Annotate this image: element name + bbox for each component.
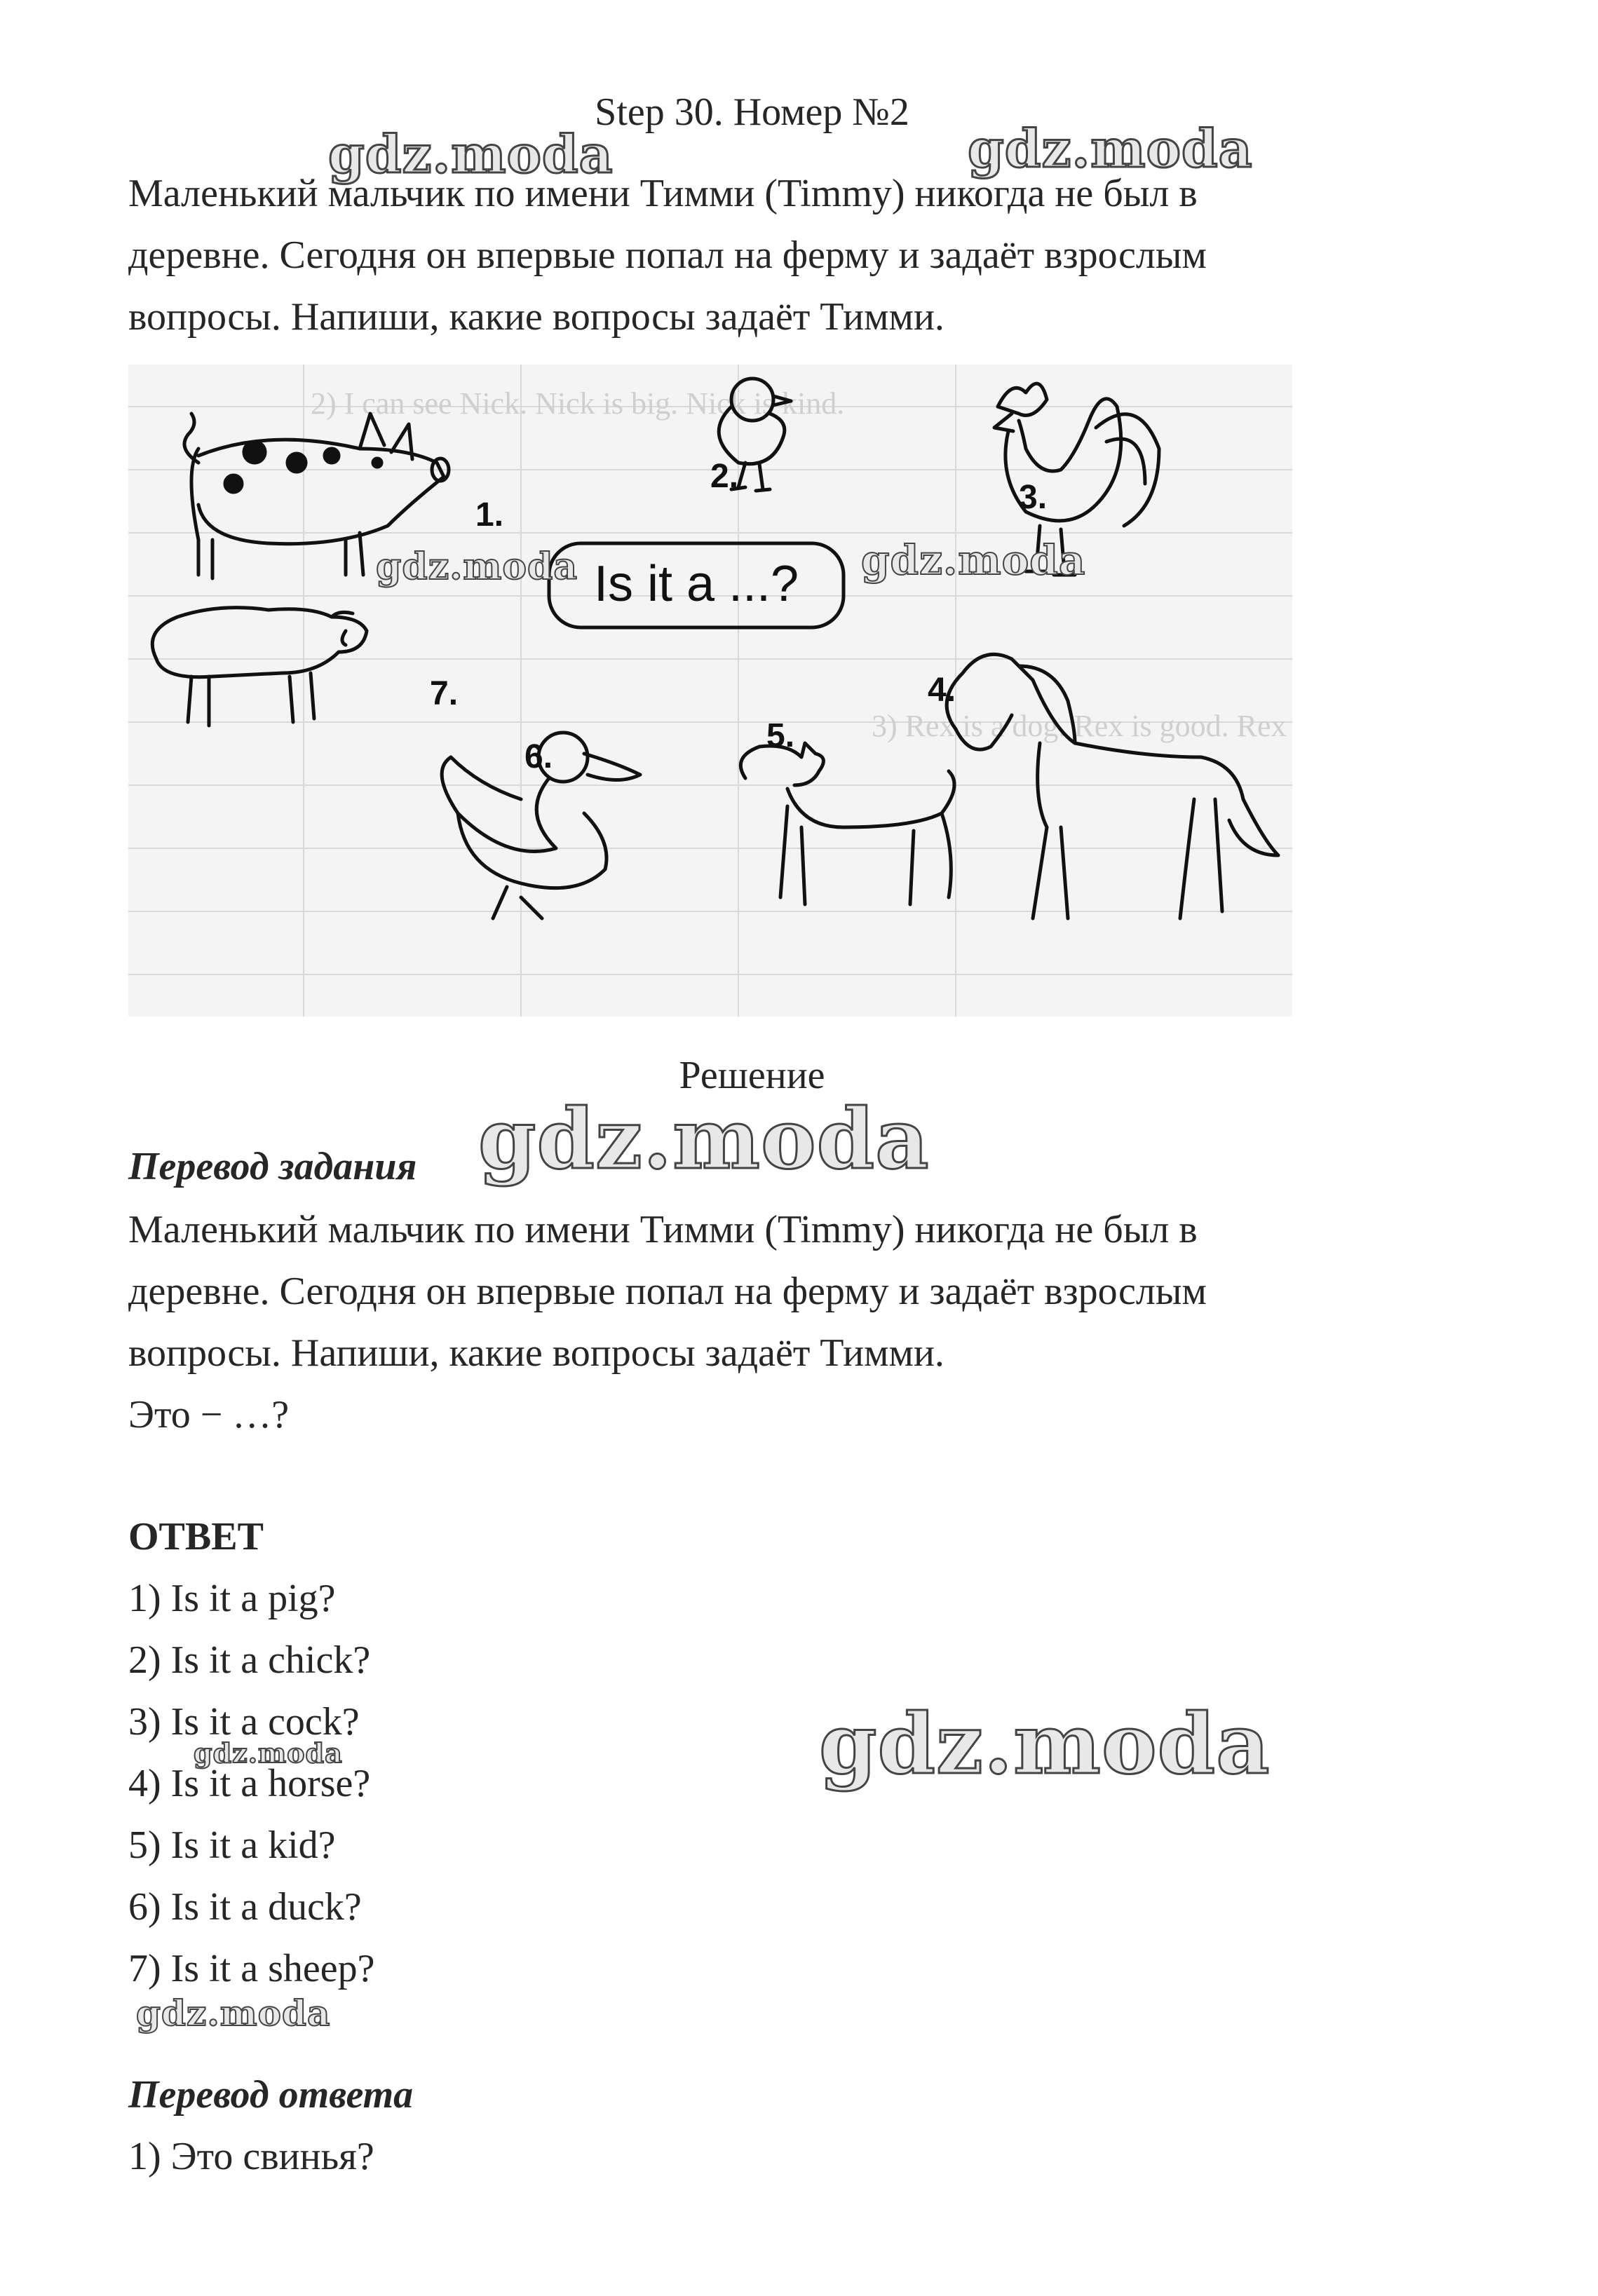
task-text bbox=[128, 163, 1461, 348]
kid-drawing bbox=[740, 743, 954, 904]
translation-line: вопросы. Напиши, какие вопросы задаёт Тимми. bbox=[128, 1331, 944, 1375]
animal-number: 7. bbox=[430, 675, 459, 712]
animals-drawing bbox=[128, 365, 1292, 1017]
watermark: gdz.moda bbox=[819, 1695, 1271, 1793]
animal-number: 2. bbox=[710, 458, 739, 495]
animal-number: 3. bbox=[1019, 479, 1048, 516]
background-text: 3) Rex is a dog. Rex is good. Rex is r bbox=[872, 709, 1292, 743]
translation-heading: Перевод задания bbox=[128, 1145, 417, 1188]
watermark: gdz.moda bbox=[376, 545, 578, 588]
animals-illustration bbox=[128, 365, 1292, 1017]
task-line: вопросы. Напиши, какие вопросы задаёт Тимми. bbox=[128, 295, 944, 339]
answer-item: 5) Is it a kid? bbox=[128, 1823, 336, 1867]
translation-line: Это − …? bbox=[128, 1393, 290, 1436]
translation-line: Маленький мальчик по имени Тимми (Timmy) никогда не был в bbox=[128, 1208, 1198, 1251]
answer-item: 6) Is it a duck? bbox=[128, 1885, 362, 1929]
bubble-text: Is it a ...? bbox=[593, 556, 799, 612]
page-title: Step 30. Номер №2 bbox=[595, 90, 909, 134]
answer-item: 1) Is it a pig? bbox=[128, 1577, 336, 1620]
answer-item: 4) Is it a horse? bbox=[128, 1762, 371, 1805]
watermark: gdz.moda bbox=[194, 1737, 343, 1769]
sheep-drawing bbox=[152, 608, 367, 726]
watermark: gdz.moda bbox=[328, 125, 614, 185]
horse-drawing bbox=[947, 654, 1278, 918]
answer-item: 2) Is it a chick? bbox=[128, 1638, 371, 1682]
watermark: gdz.moda bbox=[136, 1992, 331, 2034]
animal-number: 5. bbox=[766, 717, 795, 754]
animal-number: 1. bbox=[475, 496, 504, 534]
translation-line: деревне. Сегодня он впервые попал на ферму и задаёт взрослым bbox=[128, 1270, 1207, 1313]
solution-label: Решение bbox=[679, 1054, 825, 1097]
animal-number: 6. bbox=[524, 738, 553, 775]
answer-heading: ОТВЕТ bbox=[128, 1515, 264, 1558]
answer-item: 3) Is it a cock? bbox=[128, 1700, 360, 1744]
answer-translation-heading: Перевод ответа bbox=[128, 2073, 414, 2117]
task-line: Маленький мальчик по имени Тимми (Timmy) никогда не был в bbox=[128, 172, 1198, 215]
watermark: gdz.moda bbox=[478, 1090, 930, 1188]
answer-translation-item: 1) Это свинья? bbox=[128, 2135, 374, 2178]
watermark: gdz.moda bbox=[861, 536, 1086, 584]
task-line: деревне. Сегодня он впервые попал на ферму и задаёт взрослым bbox=[128, 233, 1207, 277]
animal-number: 4. bbox=[928, 672, 956, 709]
translation-text bbox=[128, 1199, 1461, 1446]
watermark: gdz.moda bbox=[968, 119, 1253, 179]
answer-item: 7) Is it a sheep? bbox=[128, 1947, 375, 1990]
background-text: 2) I can see Nick. Nick is big. Nick is kind. bbox=[311, 386, 845, 421]
